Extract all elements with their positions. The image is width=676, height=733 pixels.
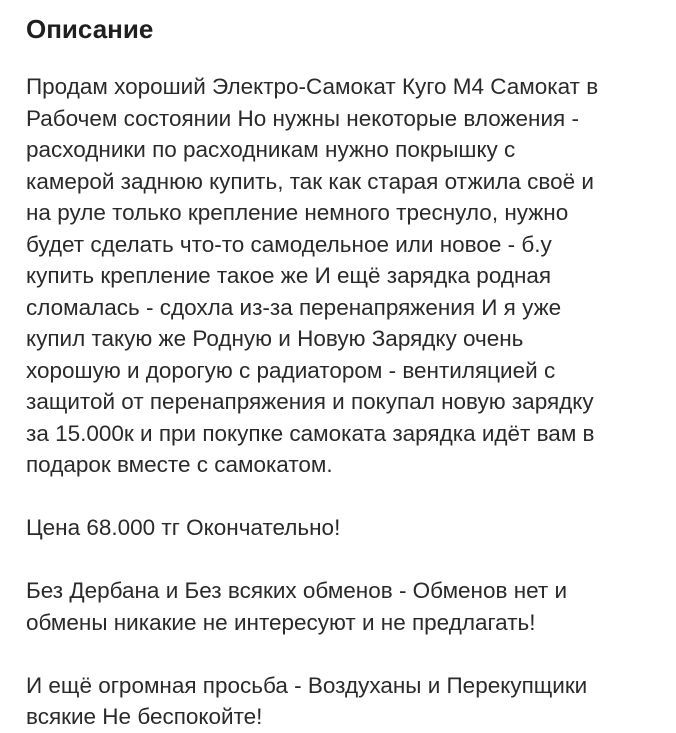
description-paragraph-price [26,512,652,544]
text-line: И ещё огромная просьба - Воздуханы и Перекупщики [26,672,588,698]
text-line: всякие Не беспокойте! [26,704,263,729]
text-line: сломалась - сдохла из-за перенапряжения И я уже [26,294,562,320]
text-line: подарок вместе с самокатом. [26,452,333,477]
text-line: обмены никакие не интересуют и не предлагать! [26,609,536,635]
description-paragraph-no-exchange [26,575,652,638]
text-line: за 15.000к и при покупке самоката зарядка идёт вам в [26,420,595,446]
text-line: расходники по расходникам нужно покрышку с [26,137,516,162]
text-line: хорошую и дорогую с радиатором - вентиляцией с [26,357,556,383]
text-line: Рабочем состоянии Но нужны некоторые вложения - [26,105,579,131]
text-line: камерой заднюю купить, так как старая отжила своё и [26,168,594,194]
description-paragraph-main [26,71,652,481]
text-line: купил такую же Родную и Новую Зарядку очень [26,326,524,351]
text-line: защитой от перенапряжения и покупал новую зарядку [26,389,594,414]
text-line: купить крепление такое же И ещё зарядка родная [26,263,552,288]
description-paragraph-request [26,670,652,733]
text-line: будет сделать что-то самодельное или новое - б.у [26,231,552,257]
price-line: Цена 68.000 тг Окончательно! [26,515,341,540]
text-line: Продам хороший Электро-Самокат Куго М4 Самокат в [26,74,599,99]
text-line: Без Дербана и Без всяких обменов - Обменов нет и [26,578,568,603]
text-line: на руле только крепление немного треснуло, нужно [26,200,569,225]
description-text [26,71,652,733]
section-title: Описание [26,14,154,44]
